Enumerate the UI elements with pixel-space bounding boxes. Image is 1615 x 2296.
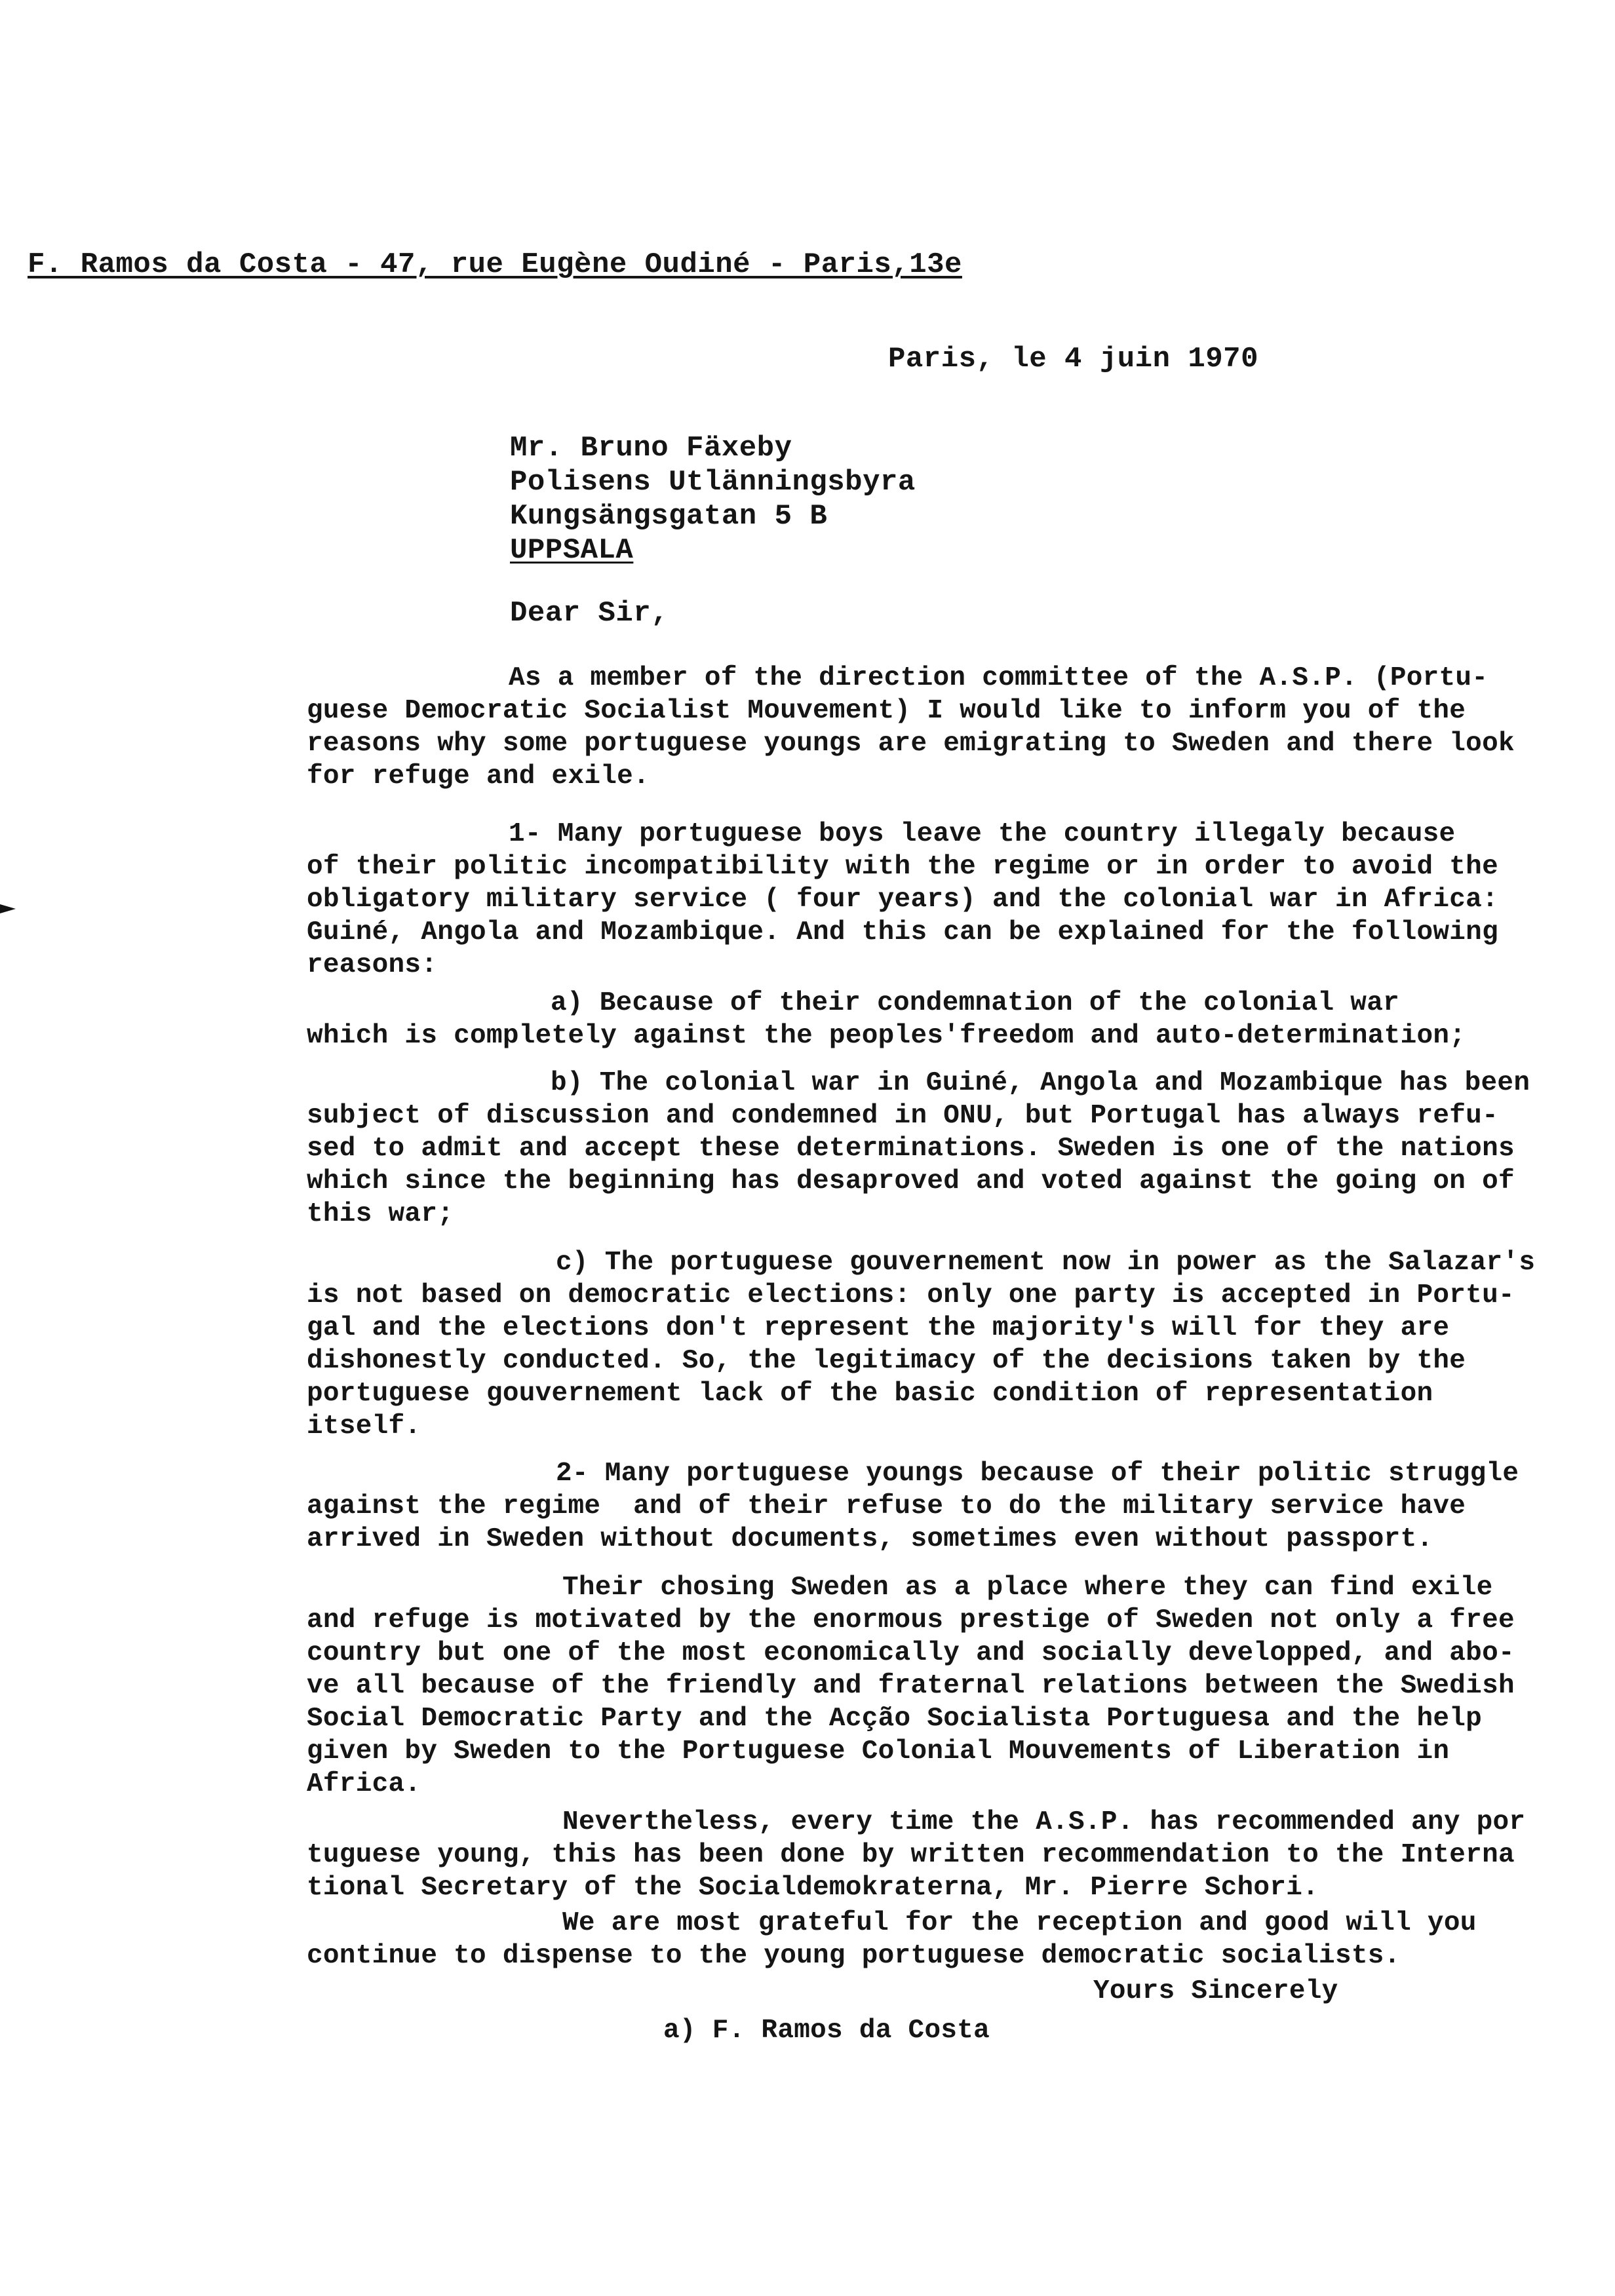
recipient-street: Kungsängsgatan 5 B	[510, 500, 828, 533]
letter-date: Paris, le 4 juin 1970	[888, 343, 1258, 375]
sender-letterhead: F. Ramos da Costa - 47, rue Eugène Oudiné - Paris,13e	[28, 248, 962, 281]
text-line: Africa.	[307, 1769, 421, 1799]
text-line: We are most grateful for the reception and good will you	[562, 1908, 1477, 1938]
text-line: arrived in Sweden without documents, sometimes even without passport.	[307, 1524, 1433, 1554]
text-line: obligatory military service ( four years) and the colonial war in Africa:	[307, 885, 1498, 915]
text-line: c) The portuguese gouvernement now in power as the Salazar's	[556, 1248, 1536, 1278]
closing: Yours Sincerely	[1093, 1976, 1338, 2006]
recipient-city: UPPSALA	[510, 534, 634, 567]
text-line: itself.	[307, 1411, 421, 1442]
text-line: As a member of the direction committee of the A.S.P. (Portu-	[509, 663, 1489, 693]
text-line: Their chosing Sweden as a place where they can find exile	[562, 1573, 1493, 1603]
margin-mark-icon	[0, 903, 17, 915]
text-line: gal and the elections don't represent the majority's will for they are	[307, 1313, 1450, 1343]
text-line: guese Democratic Socialist Mouvement) I would like to inform you of the	[307, 696, 1466, 726]
text-line: country but one of the most economically and socially developped, and abo-	[307, 1638, 1515, 1668]
text-line: of their politic incompatibility with the regime or in order to avoid the	[307, 852, 1498, 882]
recipient-name: Mr. Bruno Fäxeby	[510, 432, 792, 465]
text-line: 2- Many portuguese youngs because of their politic struggle	[556, 1459, 1519, 1489]
text-line: Social Democratic Party and the Acção Socialista Portuguesa and the help	[307, 1704, 1483, 1734]
signature: a) F. Ramos da Costa	[663, 2016, 990, 2046]
text-line: against the regime and of their refuse to do the military service have	[307, 1491, 1466, 1521]
text-line: 1- Many portuguese boys leave the country illegaly because	[509, 819, 1456, 849]
text-line: is not based on democratic elections: only one party is accepted in Portu-	[307, 1280, 1515, 1311]
text-line: tional Secretary of the Socialdemokraterna, Mr. Pierre Schori.	[307, 1873, 1319, 1903]
text-line: subject of discussion and condemned in ONU, but Portugal has always refu-	[307, 1101, 1498, 1131]
text-line: Guiné, Angola and Mozambique. And this can be explained for the following	[307, 917, 1498, 947]
text-line: tuguese young, this has been done by written recommendation to the Interna	[307, 1840, 1515, 1870]
text-line: continue to dispense to the young portuguese democratic socialists.	[307, 1941, 1401, 1971]
recipient-office: Polisens Utlänningsbyra	[510, 466, 916, 499]
text-line: b) The colonial war in Guiné, Angola and Mozambique has been	[551, 1068, 1530, 1098]
text-line: a) Because of their condemnation of the colonial war	[551, 988, 1400, 1018]
text-line: dishonestly conducted. So, the legitimacy of the decisions taken by the	[307, 1346, 1466, 1376]
text-line: reasons why some portuguese youngs are emigrating to Sweden and there look	[307, 729, 1515, 759]
text-line: given by Sweden to the Portuguese Colonial Mouvements of Liberation in	[307, 1736, 1450, 1767]
text-line: ve all because of the friendly and fraternal relations between the Swedish	[307, 1671, 1515, 1701]
text-line: this war;	[307, 1199, 454, 1229]
text-line: Nevertheless, every time the A.S.P. has recommended any por	[562, 1807, 1526, 1837]
text-line: which since the beginning has desaproved and voted against the going on of	[307, 1166, 1515, 1196]
text-line: portuguese gouvernement lack of the basic condition of representation	[307, 1379, 1433, 1409]
text-line: sed to admit and accept these determinations. Sweden is one of the nations	[307, 1134, 1515, 1164]
salutation: Dear Sir,	[510, 597, 669, 630]
text-line: for refuge and exile.	[307, 761, 650, 792]
text-line: which is completely against the peoples'freedom and auto-determination;	[307, 1021, 1466, 1051]
text-line: reasons:	[307, 950, 438, 980]
text-line: and refuge is motivated by the enormous prestige of Sweden not only a free	[307, 1605, 1515, 1636]
